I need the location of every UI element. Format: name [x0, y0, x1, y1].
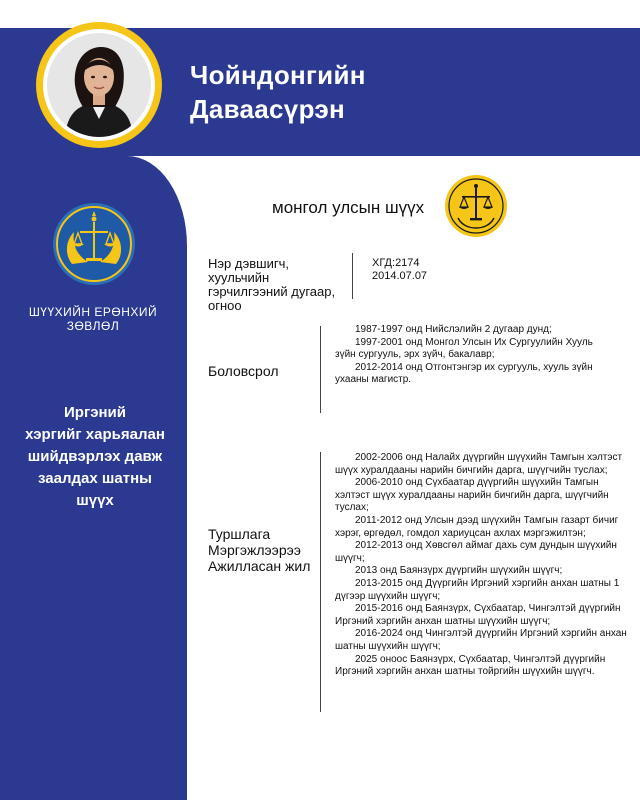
experience-list [335, 452, 628, 679]
education-item: 2012-2014 онд Отгонтэнгэр их сургууль, хууль зүйн ухааны магистр. [335, 361, 593, 386]
council-line2: ЗӨВЛӨЛ [66, 319, 120, 333]
experience-label-line: Мэргэжлээрээ [208, 542, 301, 558]
education-item: 1987-1997 онд Нийслэлийн 2 дугаар дунд; [355, 324, 552, 335]
person-name-line2: Даваасүрэн [190, 94, 346, 124]
rank-label-line: гэрчилгээний дугаар, [208, 284, 336, 299]
experience-label-line: Туршлага [208, 526, 271, 542]
divider [320, 326, 321, 413]
education-list [335, 324, 607, 387]
judicial-council-emblem-icon [52, 202, 136, 286]
court-title-line: заалдах шатны [38, 470, 152, 487]
council-line1: ШҮҮХИЙН ЕРӨНХИЙ [28, 305, 158, 319]
court-title-line: шүүх [76, 492, 114, 509]
person-name-line1: Чойндонгийн [190, 60, 366, 90]
divider [320, 452, 321, 712]
divider [352, 253, 353, 299]
experience-item: 2002-2006 онд Налайх дүүргийн шүүхийн Тамгын хэлтэст шүүх хуралдааны нарийн бичгийн дарга, шүүгчийн туслах; [335, 452, 623, 476]
rank-label-line: Нэр дэвшигч, [208, 256, 289, 271]
experience-item: 2016-2024 онд Чингэлтэй дүүргийн Иргэний хэргийн анхан шатны шүүхийн шүүгч; [335, 628, 627, 652]
portrait-frame [36, 22, 162, 148]
rank-label-line: огноо [208, 298, 242, 313]
experience-label-line: Ажилласан жил [208, 558, 311, 574]
certificate-value [372, 257, 427, 283]
state-court-emblem-icon [444, 174, 508, 238]
portrait-icon [47, 33, 151, 137]
court-name-heading: монгол улсын шүүх [272, 198, 425, 217]
person-name [190, 58, 366, 126]
rank-label [208, 257, 335, 313]
judicial-council-name [18, 305, 168, 333]
portrait-photo [43, 29, 155, 141]
experience-item: 2011-2012 онд Улсын дээд шүүхийн Тамгын газарт бичиг хэрэг, өргөдөл, гомдол хариуцсан ахлах мэргэжилтэн; [335, 514, 619, 539]
education-label: Боловсрол [208, 363, 279, 379]
court-title [20, 402, 170, 512]
rank-label-line: хуульчийн [208, 270, 270, 285]
court-title-line: шийдвэрлэх давж [27, 448, 163, 465]
experience-item: 2012-2013 онд Хөвсгөл аймаг дахь сум дундын шүүхийн шүүгч; [335, 540, 617, 564]
experience-label [208, 526, 310, 574]
court-title-line: Иргэний [64, 404, 126, 421]
experience-item: 2013-2015 онд Дүүргийн Иргэний хэргийн анхан шатны 1 дүгээр шүүхийн шүүгч; [335, 577, 620, 602]
experience-item: 2025 оноос Баянзүрх, Сүхбаатар, Чингэлтэй дүүргийн Иргэний хэргийн анхан шатны тойргийн шүүхийн шүүгч. [335, 653, 606, 678]
experience-item: 2006-2010 онд Сүхбаатар дүүргийн шүүхийн Тамгын хэлтэст шүүх хуралдааны нарийн бичгийн дарга, шүүгчийн туслах; [335, 477, 609, 514]
education-item: 1997-2001 онд Монгол Улсын Их Сургуулийн Хууль зүйн сургууль, эрх зүйч, бакалавр; [335, 336, 593, 361]
court-title-line: хэргийг харьяалан [25, 426, 165, 443]
certificate-number: ХГД:2174 [372, 257, 420, 269]
certificate-date: 2014.07.07 [372, 270, 428, 282]
experience-item: 2015-2016 онд Баянзүрх, Сүхбаатар, Чингэлтэй дүүргийн Иргэний хэргийн анхан шатны шүүхийн шүүгч; [335, 603, 621, 627]
experience-item: 2013 онд Баянзүрх дүүргийн шүүхийн шүүгч; [355, 565, 563, 577]
